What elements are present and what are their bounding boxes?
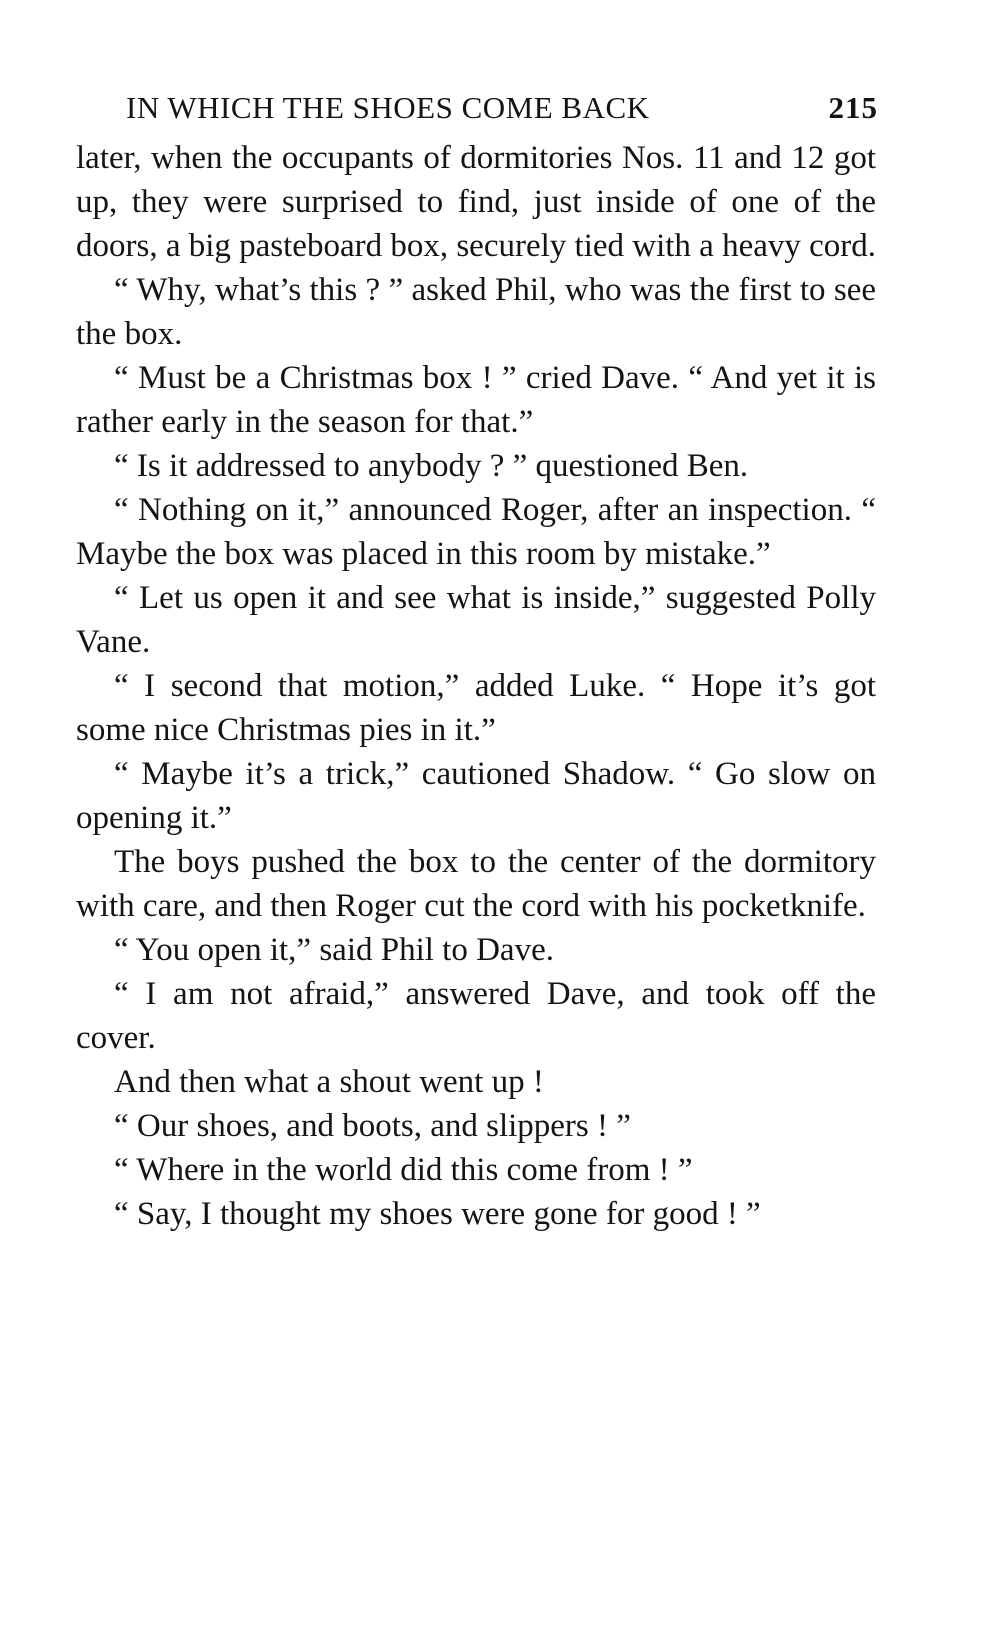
paragraph: “ Nothing on it,” announced Roger, after an inspection. “ Maybe the box was placed in this room by mistake.” xyxy=(76,492,876,572)
paragraph: “ Maybe it’s a trick,” cautioned Shadow. “ Go slow on opening it.” xyxy=(76,756,876,836)
running-head xyxy=(76,82,876,134)
body-text xyxy=(76,136,876,1236)
paragraph: “ Say, I thought my shoes were gone for good ! ” xyxy=(114,1196,761,1232)
paragraph: “ You open it,” said Phil to Dave. xyxy=(114,932,554,968)
paragraph: “ Why, what’s this ? ” asked Phil, who was the first to see the box. xyxy=(76,272,876,352)
paragraph: “ Our shoes, and boots, and slippers ! ” xyxy=(114,1108,631,1144)
running-title: IN WHICH THE SHOES COME BACK xyxy=(126,90,650,125)
page-number: 215 xyxy=(828,90,878,125)
paragraph: “ I am not afraid,” answered Dave, and took off the cover. xyxy=(76,976,876,1056)
paragraph: “ Is it addressed to anybody ? ” questioned Ben. xyxy=(114,448,749,484)
paragraph: “ Where in the world did this come from ! ” xyxy=(114,1152,693,1188)
paragraph: And then what a shout went up ! xyxy=(114,1064,544,1100)
paragraph: “ Must be a Christmas box ! ” cried Dave. “ And yet it is rather early in the season for that.” xyxy=(76,360,876,440)
paragraph: The boys pushed the box to the center of the dormitory with care, and then Roger cut the cord with his pocketknife. xyxy=(76,844,876,924)
paragraph: “ Let us open it and see what is inside,” suggested Polly Vane. xyxy=(76,580,876,660)
book-page xyxy=(76,82,876,1236)
paragraph: later, when the occupants of dormitories Nos. 11 and 12 got up, they were surprised to find, just inside of one of the doors, a big pasteboard box, securely tied with a heavy cord. xyxy=(76,140,877,264)
paragraph: “ I second that motion,” added Luke. “ Hope it’s got some nice Christmas pies in it.” xyxy=(76,668,876,748)
